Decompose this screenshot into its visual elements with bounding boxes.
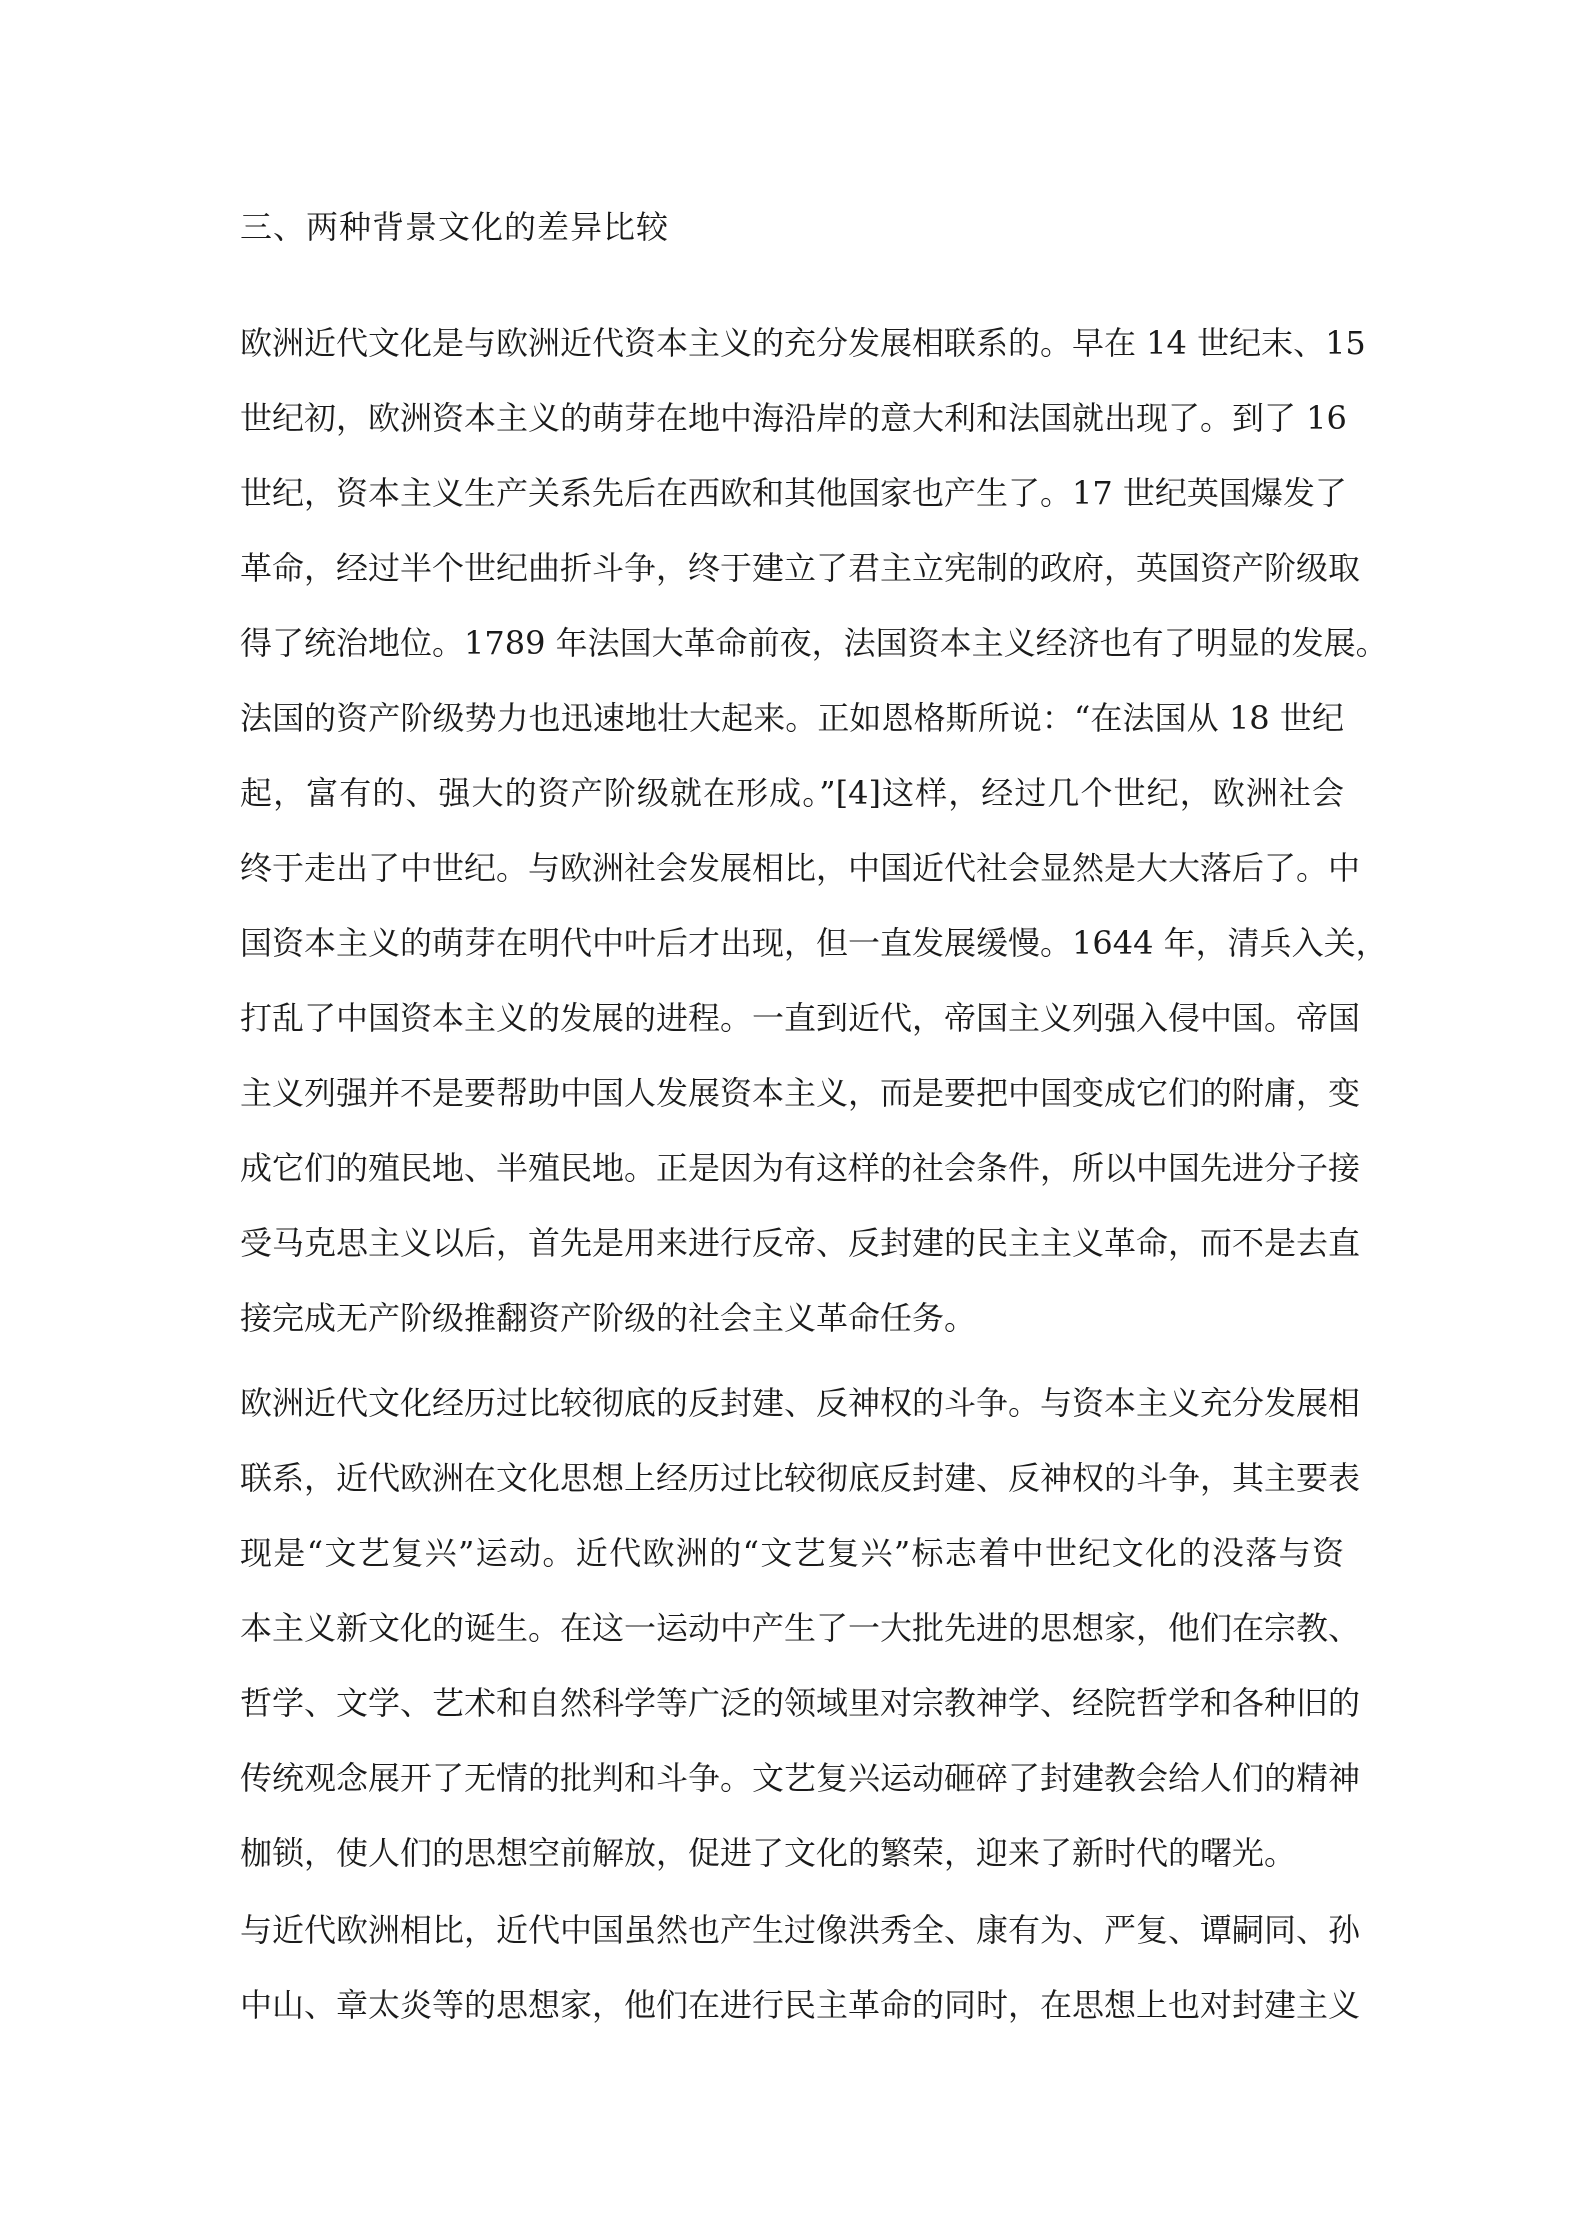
text-line: 终于走出了中世纪。与欧洲社会发展相比，中国近代社会显然是大大落后了。中	[240, 849, 1361, 887]
text-line: 欧洲近代文化经历过比较彻底的反封建、反神权的斗争。与资本主义充分发展相	[240, 1384, 1361, 1422]
text-line: 本主义新文化的诞生。在这一运动中产生了一大批先进的思想家，他们在宗教、	[240, 1609, 1361, 1647]
paragraph-3	[240, 1893, 1361, 2043]
text-line: 起，富有的、强大的资产阶级就在形成。”[4]这样，经过几个世纪，欧洲社会	[240, 774, 1344, 812]
text-line: 接完成无产阶级推翻资产阶级的社会主义革命任务。	[240, 1299, 977, 1337]
text-line: 现是“文艺复兴”运动。近代欧洲的“文艺复兴”标志着中世纪文化的没落与资	[240, 1534, 1344, 1572]
paragraph-2	[240, 1366, 1361, 1891]
text-line: 传统观念展开了无情的批判和斗争。文艺复兴运动砸碎了封建教会给人们的精神	[240, 1759, 1361, 1797]
text-line: 哲学、文学、艺术和自然科学等广泛的领域里对宗教神学、经院哲学和各种旧的	[240, 1684, 1361, 1722]
text-line: 法国的资产阶级势力也迅速地壮大起来。正如恩格斯所说：“在法国从 18 世纪	[240, 699, 1344, 737]
text-line: 成它们的殖民地、半殖民地。正是因为有这样的社会条件，所以中国先进分子接	[240, 1149, 1361, 1187]
text-line: 联系，近代欧洲在文化思想上经历过比较彻底反封建、反神权的斗争，其主要表	[240, 1459, 1361, 1497]
text-line: 打乱了中国资本主义的发展的进程。一直到近代，帝国主义列强入侵中国。帝国	[240, 999, 1361, 1037]
text-line: 世纪初，欧洲资本主义的萌芽在地中海沿岸的意大利和法国就出现了。到了 16	[240, 399, 1347, 437]
paragraph-1	[240, 306, 1388, 1356]
text-line: 枷锁，使人们的思想空前解放，促进了文化的繁荣，迎来了新时代的曙光。	[240, 1834, 1297, 1872]
text-line: 主义列强并不是要帮助中国人发展资本主义，而是要把中国变成它们的附庸，变	[240, 1074, 1361, 1112]
text-line: 欧洲近代文化是与欧洲近代资本主义的充分发展相联系的。早在 14 世纪末、15	[240, 324, 1366, 362]
text-line: 世纪，资本主义生产关系先后在西欧和其他国家也产生了。17 世纪英国爆发了	[240, 474, 1347, 512]
section-heading: 三、两种背景文化的差异比较	[240, 208, 670, 246]
text-line: 国资本主义的萌芽在明代中叶后才出现，但一直发展缓慢。1644 年，清兵入关，	[240, 924, 1388, 962]
text-line: 革命，经过半个世纪曲折斗争，终于建立了君主立宪制的政府，英国资产阶级取	[240, 549, 1361, 587]
text-line: 中山、章太炎等的思想家，他们在进行民主革命的同时，在思想上也对封建主义	[240, 1986, 1361, 2024]
text-line: 与近代欧洲相比，近代中国虽然也产生过像洪秀全、康有为、严复、谭嗣同、孙	[240, 1911, 1361, 1949]
text-line: 得了统治地位。1789 年法国大革命前夜，法国资本主义经济也有了明显的发展。	[240, 624, 1388, 662]
text-line: 受马克思主义以后，首先是用来进行反帝、反封建的民主主义革命，而不是去直	[240, 1224, 1361, 1262]
